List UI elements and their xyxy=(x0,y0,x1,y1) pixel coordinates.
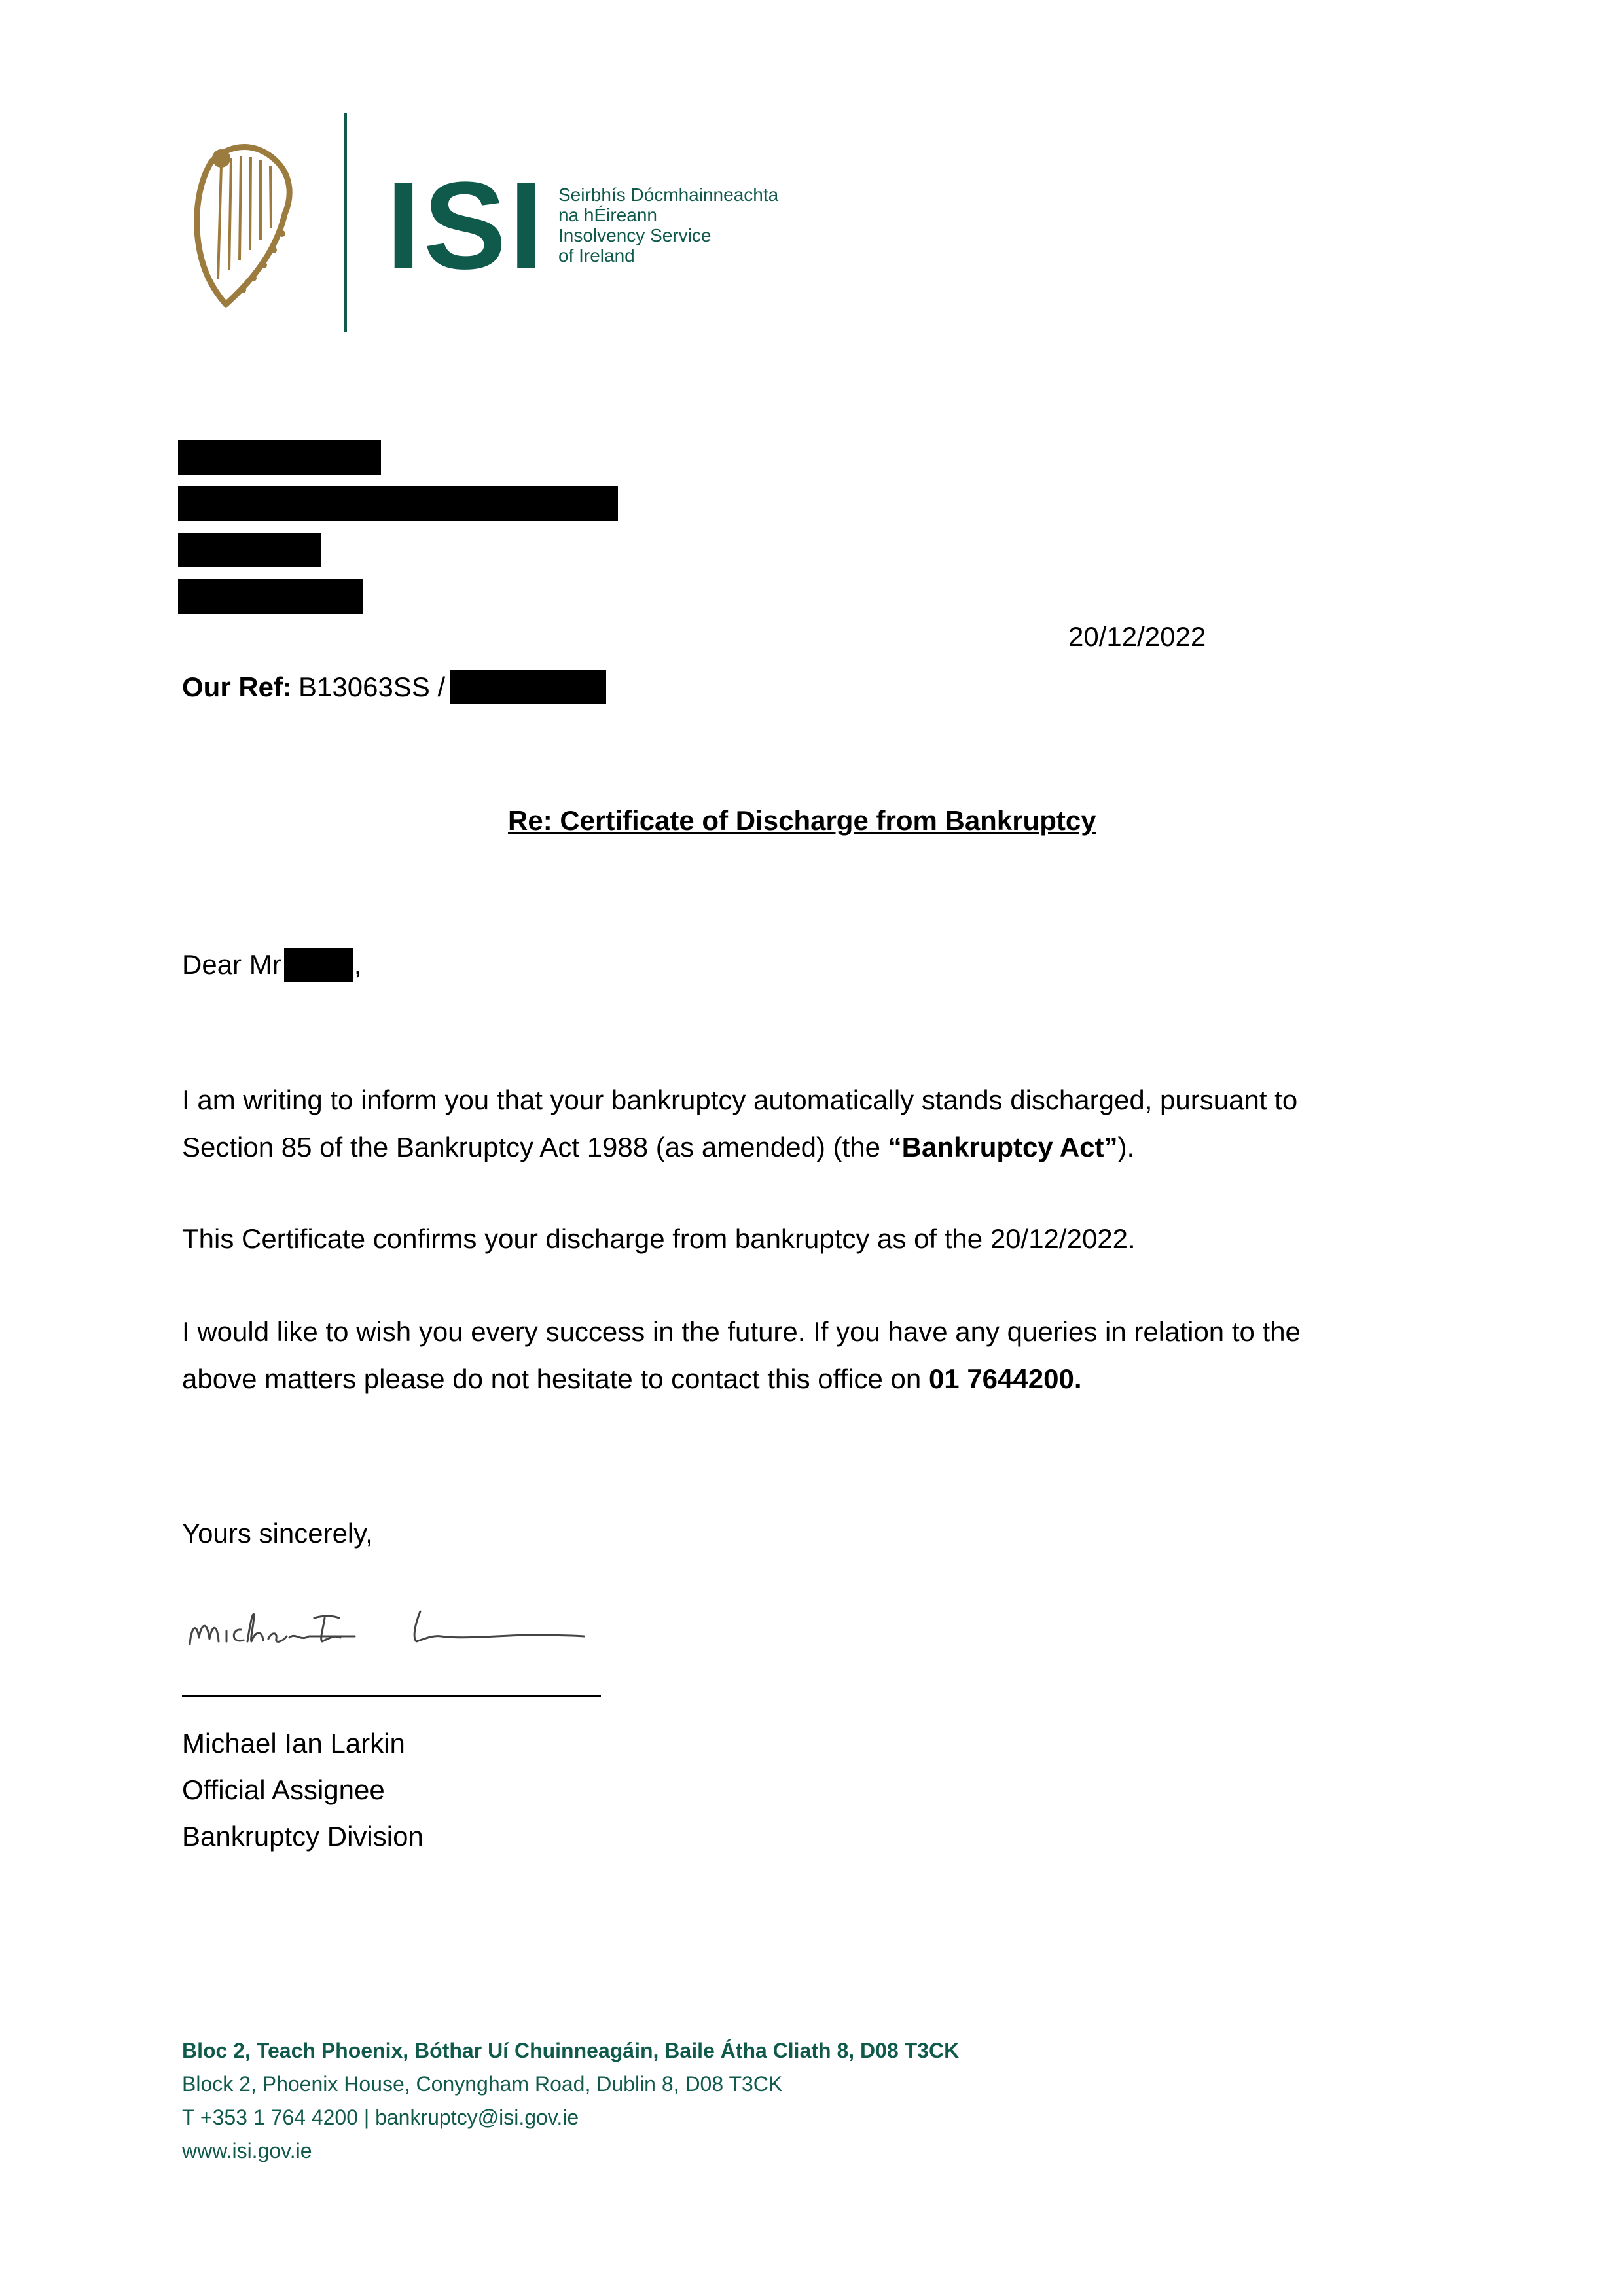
organisation-name xyxy=(558,185,778,266)
salutation-suffix: , xyxy=(353,949,362,980)
paragraph-text: above matters please do not hesitate to contact this office on xyxy=(182,1363,929,1394)
footer-contact xyxy=(182,2034,959,2168)
redacted-address-line xyxy=(178,579,363,614)
subject-heading: Re: Certificate of Discharge from Bankruptcy xyxy=(508,805,1096,836)
footer-website: www.isi.gov.ie xyxy=(182,2139,312,2162)
paragraph-line: I would like to wish you every success in the future. If you have any queries in relation to the xyxy=(182,1316,1301,1347)
handwritten-signature xyxy=(185,1598,590,1664)
paragraph-text: ). xyxy=(1117,1132,1135,1162)
reference-row xyxy=(182,670,606,704)
footer-address-english: Block 2, Phoenix House, Conyngham Road, Dublin 8, D08 T3CK xyxy=(182,2072,783,2096)
defined-term: “Bankruptcy Act” xyxy=(888,1132,1118,1162)
logo-divider xyxy=(344,113,347,332)
redacted-address-line xyxy=(178,486,618,521)
redacted-name xyxy=(284,948,353,982)
body-paragraph xyxy=(182,1308,1491,1403)
paragraph-line xyxy=(182,1124,1491,1171)
signer-details xyxy=(182,1720,424,1859)
salutation-prefix: Dear Mr xyxy=(182,949,281,980)
footer-address-irish: Bloc 2, Teach Phoenix, Bóthar Uí Chuinneagáin, Baile Átha Cliath 8, D08 T3CK xyxy=(182,2039,960,2062)
body-paragraph xyxy=(182,1077,1491,1171)
body-paragraph xyxy=(182,1215,1491,1263)
paragraph-text: Section 85 of the Bankruptcy Act 1988 (as amended) (the xyxy=(182,1132,888,1162)
redacted-address-line xyxy=(178,440,381,475)
phone-number: 01 7644200. xyxy=(928,1363,1082,1394)
isi-wordmark: ISI xyxy=(386,156,547,295)
harp-emblem-icon xyxy=(185,135,303,309)
signer-name: Michael Ian Larkin xyxy=(182,1728,405,1759)
reference-label: Our Ref: xyxy=(182,671,292,702)
org-line: Insolvency Service xyxy=(558,225,712,245)
signer-title: Official Assignee xyxy=(182,1774,385,1805)
paragraph-line: This Certificate confirms your discharge from bankruptcy as of the 20/12/2022. xyxy=(182,1223,1136,1254)
salutation xyxy=(182,948,361,982)
paragraph-line xyxy=(182,1355,1491,1403)
paragraph-line: I am writing to inform you that your bankruptcy automatically stands discharged, pursuant to xyxy=(182,1085,1298,1115)
signature-line xyxy=(182,1695,601,1697)
org-line: Seirbhís Dócmhainneachta xyxy=(558,185,779,205)
redacted-reference xyxy=(450,670,606,704)
redacted-address-line xyxy=(178,533,321,567)
org-line: of Ireland xyxy=(558,245,635,266)
letter-date: 20/12/2022 xyxy=(1068,621,1206,652)
reference-value: B13063SS / xyxy=(298,671,446,702)
closing: Yours sincerely, xyxy=(182,1518,373,1549)
signer-division: Bankruptcy Division xyxy=(182,1821,424,1852)
org-line: na hÉireann xyxy=(558,205,658,225)
footer-phone-email: T +353 1 764 4200 | bankruptcy@isi.gov.ie xyxy=(182,2106,579,2129)
